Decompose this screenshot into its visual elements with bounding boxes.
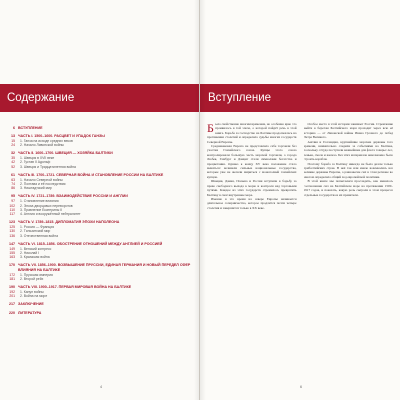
toc-entry-text: ЧАСТЬ V. 1789–1815. ДИПЛОМАТИЯ ЭПОХИ НАПОЛЕОНА — [18, 220, 120, 225]
toc-entry-text: ЧАСТЬ II. 1600–1700. ШВЕЦИЯ — ХОЗЯЙКА БАЛТИКИ — [18, 151, 113, 156]
toc-page-number: 24 — [11, 143, 15, 148]
toc-page-number: 147 — [9, 241, 15, 246]
toc-entry-text: ЧАСТЬ III. 1700–1721. СЕВЕРНАЯ ВОЙНА И СТАНОВЛЕНИЕ РОССИИ НА БАЛТИКЕ — [18, 172, 164, 177]
toc-page-number: 102 — [9, 203, 15, 208]
body-paragraph — [304, 122, 394, 140]
toc-page-number: 190 — [9, 285, 15, 290]
paragraph-text: Поэтому борьба за Балтику никогда не была делом только прибалтийских стран. В неё так или иначе вовлекались все великие державы Европы, а равновесие сил в этом регионе во многом определяло общий ход европейской политики. — [303, 161, 393, 179]
toc-page-number: 110 — [9, 207, 15, 212]
body-paragraph — [304, 162, 394, 180]
toc-page-number: 74 — [11, 182, 15, 186]
toc-page-number: 172 — [9, 272, 15, 277]
text-column-right — [304, 122, 394, 384]
toc-page-number: 163 — [9, 255, 15, 260]
toc-entry-text: 3. Правление Екатерины II — [20, 207, 63, 212]
toc-chapter-entry — [6, 234, 192, 238]
body-paragraph — [207, 144, 297, 179]
toc-page-number: 220 — [9, 310, 15, 315]
body-paragraph — [207, 122, 297, 144]
toc-chapter-entry — [6, 143, 192, 147]
toc-page-number: 155 — [9, 251, 15, 256]
toc-entry-text: 1. Россия — Франция — [20, 225, 55, 230]
toc-page-number: 63 — [11, 177, 15, 182]
toc-chapter-entry — [6, 212, 192, 216]
toc-page-number: 97 — [11, 199, 15, 204]
toc-entry-text: 2. Война на море — [20, 294, 48, 299]
toc-page-number: 136 — [9, 233, 15, 238]
paragraph-text: Швеция, Дания, Польша и Россия вступили в борьбу за право свободного выхода к морю и контроля над торговыми путями. Каждое из этих государств стремилось превратить Балтику в своё внутреннее море. — [207, 179, 297, 197]
toc-page-number: 117 — [9, 212, 15, 217]
toc-entry-text: 3. Отечественная война — [20, 233, 58, 238]
toc-entry-text: ЧАСТЬ VIII. 1900–1917. ПЕРВАЯ МИРОВАЯ ВОЙНА НА БАЛТИКЕ — [18, 285, 132, 290]
text-column-left — [207, 122, 297, 384]
toc-chapter-entry — [6, 255, 192, 259]
paragraph-text: В этой книге мы попытаемся проследить, как менялось соотношение сил на Балтийском море на протяжении 1500–1917 годов, и показать, какую роль сыграли в этом процессе отдельные государства и их правители. — [303, 179, 393, 197]
toc-page-number: 13 — [11, 134, 15, 139]
toc-entry-text: 1. Ганза на исходе средних веков — [20, 138, 73, 143]
contents-title: Содержание — [7, 92, 75, 104]
toc-page-number: 181 — [9, 277, 15, 282]
toc-entry-text: 3. Швеция и Тридцатилетняя война — [20, 164, 76, 169]
toc-page-number: 61 — [11, 172, 15, 177]
introduction-title-banner — [200, 84, 400, 112]
toc-part-entry — [6, 126, 192, 131]
toc-page-number: 130 — [9, 229, 15, 234]
toc-entry-text: ЗАКЛЮЧЕНИЕ — [18, 302, 44, 307]
toc-part-entry — [6, 302, 192, 307]
paragraph-text: Средневековая Европа не представляла себе торговли без участия Ганзейского союза. Купцы этого союза контролировали большую часть морской торговли, а города Любек, Гамбург и Данциг стали символами богатства и процветания. Однако к концу XV века положение стало меняться: возникли сильные национальные государства, которые уже не желали мириться с монополией ганзейских купцов. — [207, 144, 297, 179]
toc-entry-text: 2. Густав II Адольф — [20, 160, 51, 165]
toc-page-number: 123 — [9, 220, 15, 225]
toc-chapter-entry — [6, 165, 192, 169]
toc-entry-text: ЧАСТЬ VII. 1856–1900. ВОЗВЫШЕНИЕ ПРУССИИ, ЕДИНАЯ ГЕРМАНИЯ И НОВЫЙ ПЕРЕДЕЛ СФЕР ВЛИЯНИЯ НА БАЛТИКЕ — [18, 263, 191, 273]
paragraph-text: ыло свойственно многим временам, но особенно ярко это проявилось в той эпохе, о которой пойдёт речь в этой книге. Борьба за господство на Балтике продолжалась на протяжении столетий и определяла судьбы многих государств Северной Европы. — [207, 122, 297, 144]
toc-page-number: 192 — [9, 289, 15, 294]
body-text-columns — [207, 122, 393, 384]
toc-entry-text: 1. Начало Северной войны — [20, 177, 63, 182]
body-paragraph — [207, 197, 297, 210]
toc-chapter-entry — [6, 277, 192, 281]
paragraph-text: Особое место в этой истории занимает Россия. Стремление выйти к берегам Балтийского моря проходит через всю её историю — от Ливонской войны Ивана Грозного до побед Петра Великого. — [303, 122, 393, 140]
paragraph-text: Англия и Голландия, крупнейшие морские державы того времени, внимательно следили за событиями на Балтике, поскольку оттуда поступали важнейшие для флота товары: лес, пенька, смола и железо. Без этих материалов невозможно было строить корабли. — [303, 139, 393, 162]
toc-entry-text: 4. Англия и вооружённый нейтралитет — [20, 212, 81, 217]
table-of-contents — [6, 126, 192, 315]
toc-page-number: 6 — [13, 126, 15, 130]
toc-page-number: 86 — [11, 186, 15, 191]
toc-page-number: 217 — [9, 302, 15, 307]
toc-entry-text: 1. Швеция в XVII веке — [20, 156, 55, 161]
toc-entry-text: 3. Ништадтский мир — [20, 186, 52, 191]
toc-entry-text: 3. Крымская война — [20, 255, 50, 260]
body-paragraph — [207, 179, 297, 197]
body-paragraph — [304, 140, 394, 162]
toc-entry-text: ЧАСТЬ VI. 1815–1856. ОБОСТРЕНИЕ ОТНОШЕНИЙ МЕЖДУ АНГЛИЕЙ И РОССИЕЙ — [18, 241, 163, 246]
toc-entry-text: ЧАСТЬ IV. 1721–1789. ВЗАИМОДЕЙСТВИЕ РОССИИ И АНГЛИИ — [18, 194, 128, 199]
introduction-page — [200, 0, 400, 400]
toc-entry-text: 2. Полтава и её последствия — [20, 182, 66, 186]
body-paragraph — [304, 179, 394, 197]
toc-entry-text: 2. Эпоха дворцовых переворотов — [20, 203, 73, 208]
toc-page-number: 201 — [9, 294, 15, 299]
drop-cap: Б — [207, 122, 214, 135]
toc-part-entry — [6, 311, 192, 316]
page-number-left: 4 — [100, 385, 102, 389]
toc-page-number: 95 — [11, 194, 15, 199]
toc-page-number: 125 — [9, 225, 15, 230]
toc-chapter-entry — [6, 186, 192, 190]
page-number-right: 6 — [300, 385, 302, 389]
contents-title-banner — [0, 84, 200, 112]
toc-entry-text: 1. Прусская империя — [20, 272, 53, 277]
toc-entry-text: ЧАСТЬ I. 1500–1600. РАСЦВЕТ И УПАДОК ГАНЗЫ — [18, 134, 105, 139]
toc-entry-text: 1. Венский конгресс — [20, 246, 52, 251]
toc-page-number: 42 — [11, 160, 15, 165]
toc-page-number: 149 — [9, 246, 15, 251]
toc-entry-text: 1. Становление влияния — [20, 199, 59, 204]
toc-entry-text: 2. Начало Ливонской войны — [20, 143, 64, 148]
toc-part-entry — [6, 263, 192, 272]
toc-entry-text: 2. Второй рейх — [20, 277, 44, 282]
toc-page-number: 170 — [9, 263, 15, 268]
toc-chapter-entry — [6, 294, 192, 298]
introduction-title: Вступление — [208, 92, 272, 104]
toc-page-number: 32 — [11, 151, 15, 156]
toc-entry-text: ВСТУПЛЕНИЕ — [18, 126, 43, 130]
toc-page-number: 52 — [11, 164, 15, 169]
toc-entry-text: 1. Канун войны — [20, 289, 44, 294]
toc-page-number: 15 — [11, 138, 15, 143]
toc-entry-text: ЛИТЕРАТУРА — [18, 310, 42, 315]
toc-page-number: 35 — [11, 156, 15, 161]
toc-entry-text: 2. Тильзитский мир — [20, 229, 51, 234]
toc-entry-text: 2. Николай I — [20, 251, 40, 256]
paragraph-text: Именно в это время на севере Европы начинается длительное соперничество, которое продлится почти четыре столетия и завершится только в XX веке. — [207, 196, 297, 210]
